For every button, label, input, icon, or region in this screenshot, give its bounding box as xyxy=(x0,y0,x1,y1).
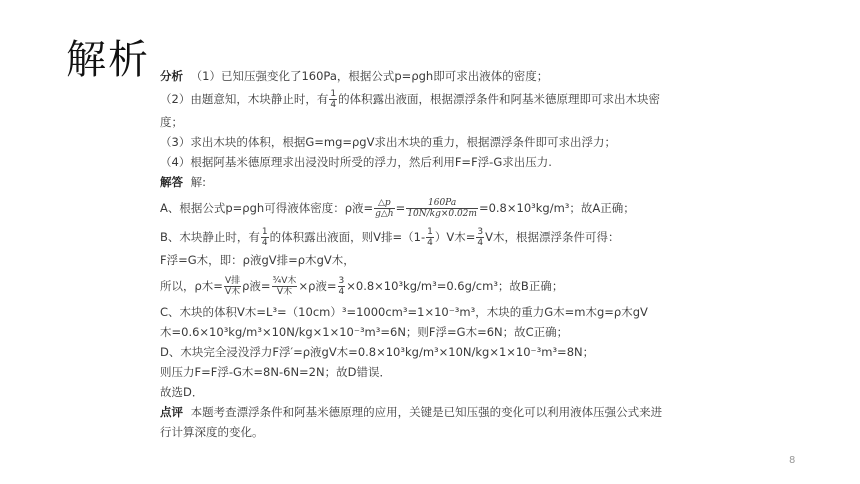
comment-label: 点评 xyxy=(160,405,183,419)
analysis-label: 分析 xyxy=(160,69,183,83)
comment-line-2: 行计算深度的变化。 xyxy=(160,425,264,439)
answer-line-b1: B、木块静止时，有 $\frac{1}{4}$ 的体积露出液面，则V排=（1- $\frac{1}{4}$ ）V木= $\frac{3}{4}$ V木，根据漂浮条件可得： xyxy=(160,227,620,248)
answer-choice: 故选D． xyxy=(160,385,204,399)
answer-line-c1: C、木块的体积V木=L³=（10cm）³=1000cm³=1×10⁻³m³，木块的重力G木=m木g=ρ木gV xyxy=(160,305,648,319)
answer-label: 解答 xyxy=(160,175,183,189)
fraction-dp-over-gdh: $\frac{\triangle p}{g\triangle h}$ xyxy=(375,198,394,219)
solution-body xyxy=(160,66,730,442)
answer-line-d2: 则压力F=F浮-G木=8N-6N=2N；故D错误． xyxy=(160,365,391,379)
analysis-line-1: 分析 （1）已知压强变化了160Pa，根据公式p=ρgh即可求出液体的密度； xyxy=(160,69,549,83)
analysis-line-5: （4）根据阿基米德原理求出浸没时所受的浮力，然后利用F=F浮-G求出压力. xyxy=(160,155,552,169)
answer-heading: 解答 解: xyxy=(160,175,207,189)
answer-line-d1: D、木块完全浸没浮力F浮′=ρ液gV木=0.8×10³kg/m³×10N/kg×1×10⁻³m³=8N； xyxy=(160,345,595,359)
answer-line-b3: 所以，ρ木= $\frac{\text{V排}}{\text{V木}}$ ρ液= $\frac{\text{¾V木}}{\text{V木}}$ ×ρ液= $\frac{3}{4}$ ×0.8×10³kg/m³=0.6g/cm³；故B正确； xyxy=(160,276,564,297)
page-title: 解析 xyxy=(66,37,150,83)
answer-line-c2: 木=0.6×10³kg/m³×10N/kg×1×10⁻³m³=6N；则F浮=G木=6N；故C正确； xyxy=(160,325,569,339)
answer-line-a: A、根据公式p=ρgh可得液体密度：ρ液= $\frac{\triangle p}{g\triangle h}$ = $\frac{160Pa}{10N/kg\times 0.02m}$ =0.8×10³kg/m³；故A正确； xyxy=(160,198,635,219)
fraction-160pa: $\frac{160Pa}{10N/kg\times 0.02m}$ xyxy=(407,198,477,219)
answer-line-b2: F浮=G木，即：ρ液gV排=ρ木gV木， xyxy=(160,253,355,267)
page-number: 8 xyxy=(789,455,796,466)
comment-line-1: 点评 本题考查漂浮条件和阿基米德原理的应用，关键是已知压强的变化可以利用液体压强公式来进 xyxy=(160,405,663,419)
analysis-line-4: （3）求出木块的体积，根据G=mg=ρgV求出木块的重力，根据漂浮条件即可求出浮力； xyxy=(160,135,616,149)
analysis-line-2: （2）由题意知，木块静止时，有 $\frac{1}{4}$ 的体积露出液面，根据漂浮条件和阿基米德原理即可求出木块密 xyxy=(160,89,661,110)
fraction-one-quarter: $\frac{1}{4}$ xyxy=(330,89,337,110)
analysis-line-3: 度； xyxy=(160,115,183,129)
